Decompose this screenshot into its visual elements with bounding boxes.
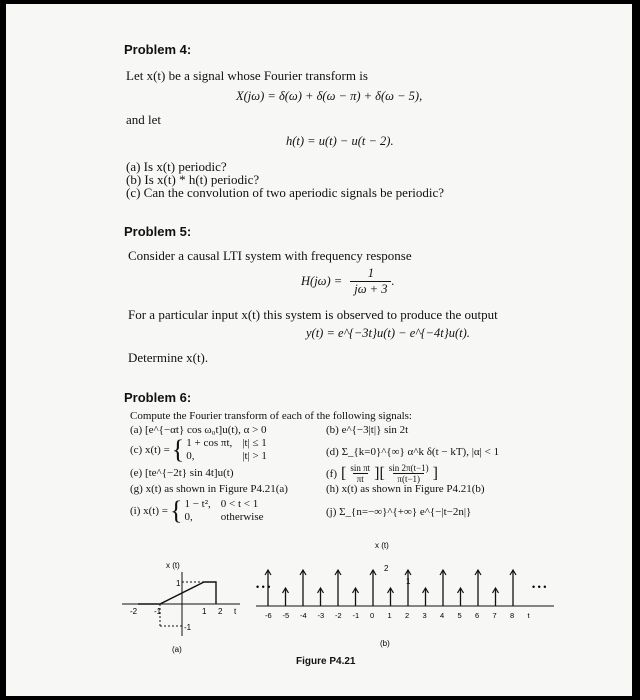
problem5-title: Problem 5: xyxy=(124,224,192,239)
item-c-case1: 1 + cos πt, xyxy=(186,437,233,449)
item-c-cases xyxy=(186,437,267,463)
figure-b-xtick: -4 xyxy=(300,611,307,620)
problem4-intro: Let x(t) be a signal whose Fourier transform is xyxy=(126,68,368,83)
figure-b-xtick: 4 xyxy=(440,611,445,620)
item-f-frac1 xyxy=(346,463,374,484)
figure-b-label-1: 1 xyxy=(406,577,411,586)
problem6-item-i xyxy=(130,498,264,524)
problem4-question-a: (a) Is x(t) periodic? xyxy=(126,159,227,174)
problem6-item-c xyxy=(130,437,267,463)
figure-b-xtick: 2 xyxy=(405,611,410,620)
figure-b-xtick: -1 xyxy=(352,611,360,620)
figure-a-ytick-neg1: -1 xyxy=(184,623,192,632)
figure-a-caption: (a) xyxy=(172,645,182,654)
figure-b-xtick: 0 xyxy=(370,611,375,620)
figure-b-ellipsis-left: • • • xyxy=(256,582,271,592)
problem5-determine: Determine x(t). xyxy=(128,350,209,365)
figure-a-ylabel: x (t) xyxy=(166,561,180,570)
problem4-question-b: (b) Is x(t) * h(t) periodic? xyxy=(126,172,260,187)
item-c-brace: { xyxy=(171,435,185,464)
item-i-cases xyxy=(184,498,263,524)
H-fraction xyxy=(350,266,391,297)
figure-caption: Figure P4.21 xyxy=(296,656,356,667)
figure-b-impulses xyxy=(265,570,516,606)
figure-a xyxy=(116,560,246,660)
item-i-cond1: 0 < t < 1 xyxy=(220,498,259,510)
figure-a-xtick-neg1: -1 xyxy=(154,607,162,616)
problem6-item-a: (a) [e^{−αt} cos ω₀t]u(t), α > 0 xyxy=(130,424,267,436)
H-lhs: H(jω) = xyxy=(301,274,343,288)
figure-b-xtick: -5 xyxy=(282,611,290,620)
figure-b-xtick: 8 xyxy=(510,611,515,620)
figure-b-xtick: -3 xyxy=(317,611,325,620)
figure-b-xtick: 3 xyxy=(422,611,427,620)
problem6-item-f xyxy=(326,463,438,484)
problem4-and-let: and let xyxy=(126,112,162,127)
problem6-intro: Compute the Fourier transform of each of the following signals: xyxy=(130,410,412,422)
problem6-item-d: (d) Σ_{k=0}^{∞} α^k δ(t − kT), |α| < 1 xyxy=(326,446,500,458)
figure-b-xtick: -6 xyxy=(265,611,272,620)
figure-b xyxy=(250,538,560,656)
figure-b-xtick: -2 xyxy=(335,611,342,620)
item-c-cond2: |t| > 1 xyxy=(242,450,267,462)
problem6-title: Problem 6: xyxy=(124,390,192,405)
item-f-den1: πt xyxy=(353,473,368,484)
problem5-H-equation xyxy=(301,266,395,297)
problem6-item-j: (j) Σ_{n=−∞}^{+∞} e^{−|t−2n|} xyxy=(326,506,472,518)
problem5-y-equation: y(t) = e^{−3t}u(t) − e^{−4t}u(t). xyxy=(306,326,470,340)
item-i-case1: 1 − t², xyxy=(184,498,211,510)
figure-b-xtick: 1 xyxy=(387,611,392,620)
problem5-output-text: For a particular input x(t) this system is observed to produce the output xyxy=(128,307,498,322)
item-c-case2: 0, xyxy=(186,450,195,462)
problem6-item-g: (g) x(t) as shown in Figure P4.21(a) xyxy=(130,483,288,495)
item-i-case2: 0, xyxy=(184,511,193,523)
figure-b-xtick: 6 xyxy=(475,611,480,620)
item-f-close: ] xyxy=(432,464,438,482)
figure-a-xtick-neg2: -2 xyxy=(130,607,138,616)
problem6-item-e: (e) [te^{−2t} sin 4t]u(t) xyxy=(130,467,234,479)
figure-a-ytick-1: 1 xyxy=(176,579,181,588)
page xyxy=(6,4,632,696)
figure-b-ellipsis-right: • • • xyxy=(532,582,547,592)
figure-b-caption: (b) xyxy=(380,639,390,648)
item-f-num1: sin πt xyxy=(350,463,371,473)
problem4-title: Problem 4: xyxy=(124,42,192,57)
problem6-item-b: (b) e^{−3|t|} sin 2t xyxy=(326,424,409,436)
item-f-num2: sin 2π(t−1) xyxy=(388,463,429,473)
item-f-mid: ][ xyxy=(374,464,385,482)
figure-b-ylabel: x (t) xyxy=(375,541,389,550)
item-c-cond1: |t| ≤ 1 xyxy=(242,437,267,449)
figure-a-xtick-t: t xyxy=(234,607,237,616)
H-denominator: jω + 3 xyxy=(350,281,391,297)
item-i-brace: { xyxy=(169,496,183,525)
figure-b-label-2: 2 xyxy=(384,564,389,573)
problem4-h-equation: h(t) = u(t) − u(t − 2). xyxy=(286,134,394,148)
item-i-cond2: otherwise xyxy=(220,511,264,523)
figure-a-xtick-2: 2 xyxy=(218,607,223,616)
problem4-question-c: (c) Can the convolution of two aperiodic signals be periodic? xyxy=(126,185,445,200)
figure-b-xtick: 5 xyxy=(457,611,462,620)
figure-b-xtick: 7 xyxy=(492,611,497,620)
problem6-item-h: (h) x(t) as shown in Figure P4.21(b) xyxy=(326,483,485,495)
item-c-label: (c) x(t) = xyxy=(130,444,170,456)
figure-b-xtick: t xyxy=(527,611,530,620)
item-f-frac2 xyxy=(385,463,433,484)
H-numerator: 1 xyxy=(367,266,374,280)
figure-a-xtick-1: 1 xyxy=(202,607,207,616)
item-f-open: [ xyxy=(341,464,347,482)
item-f-label: (f) xyxy=(326,467,337,480)
figure-b-tick-labels xyxy=(265,611,531,620)
problem4-X-equation: X(jω) = δ(ω) + δ(ω − π) + δ(ω − 5), xyxy=(236,89,423,103)
problem5-intro: Consider a causal LTI system with frequency response xyxy=(128,248,412,263)
H-tail: . xyxy=(391,274,395,288)
item-f-den2: π(t−1) xyxy=(393,473,424,484)
item-i-label: (i) x(t) = xyxy=(130,505,168,517)
